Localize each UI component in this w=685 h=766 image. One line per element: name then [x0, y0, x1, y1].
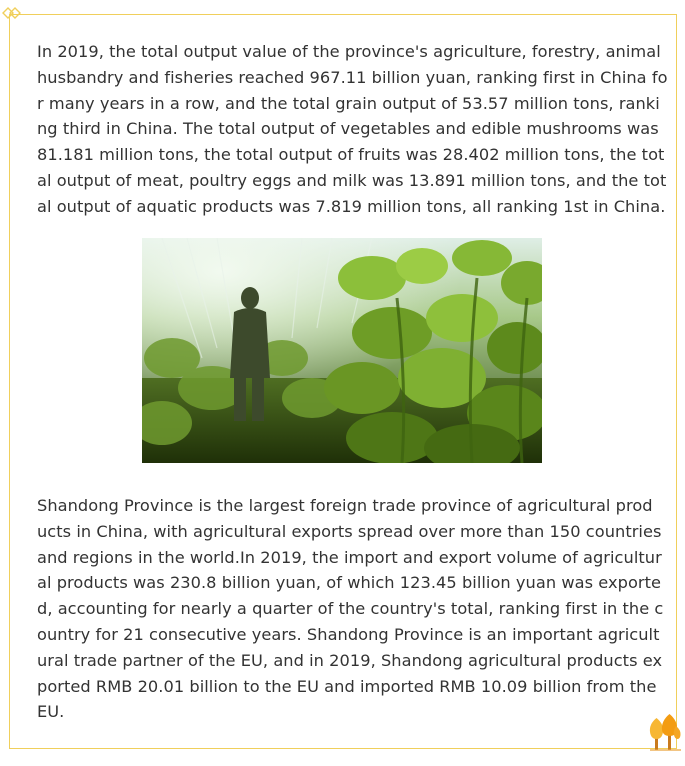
text-line: ng third in China. The total output of vegetables and edible mushrooms was	[37, 119, 659, 139]
greenhouse-photo	[142, 238, 542, 463]
text-line: Shandong Province is the largest foreign trade province of agricultural prod	[37, 496, 653, 515]
text-line: ucts in China, with agricultural exports spread over more than 150 countries	[37, 521, 662, 541]
paragraph-foreign-trade	[37, 493, 664, 725]
text-line: d, accounting for nearly a quarter of the country's total, ranking first in the c	[37, 599, 664, 619]
text-line: ountry for 21 consecutive years. Shandong Province is an important agricult	[37, 624, 660, 644]
text-line: ported RMB 20.01 billion to the EU and imported RMB 10.09 billion from the	[37, 676, 657, 696]
text-line: al output of aquatic products was 7.819 million tons, all ranking 1st in China.	[37, 196, 666, 216]
paragraph-agriculture-output	[37, 39, 668, 220]
text-line: al output of meat, poultry eggs and milk was 13.891 million tons, and the tot	[37, 170, 667, 190]
text-line: r many years in a row, and the total grain output of 53.57 million tons, ranki	[37, 93, 660, 113]
text-line: husbandry and fisheries reached 967.11 billion yuan, ranking first in China fo	[37, 67, 668, 87]
text-line: In 2019, the total output value of the province's agriculture, forestry, animal	[37, 42, 661, 61]
text-line: 81.181 million tons, the total output of fruits was 28.402 million tons, the tot	[37, 145, 665, 165]
text-line: ural trade partner of the EU, and in 2019, Shandong agricultural products ex	[37, 650, 663, 670]
text-line: and regions in the world.In 2019, the import and export volume of agricultur	[37, 547, 662, 567]
diamond-corner-icon	[1, 6, 25, 20]
text-line: al products was 230.8 billion yuan, of which 123.45 billion yuan was exporte	[37, 573, 662, 593]
text-line: EU.	[37, 702, 65, 722]
autumn-trees-icon	[646, 712, 682, 752]
